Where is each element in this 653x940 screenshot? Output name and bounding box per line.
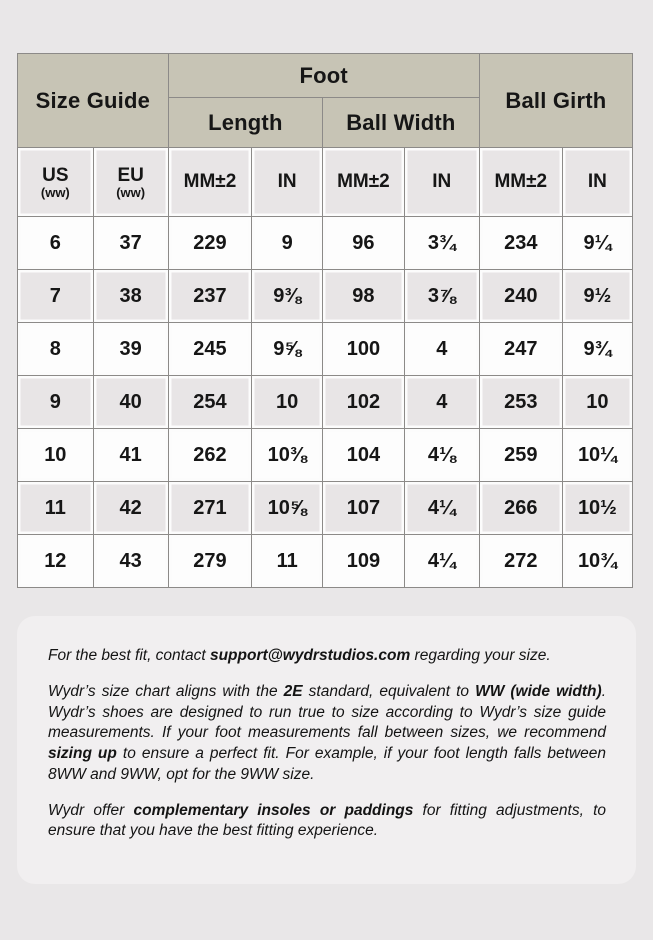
cell-eu-size: 42 (93, 482, 168, 535)
table-row (18, 482, 633, 535)
cell-ball-width-in: 3¾ (404, 217, 479, 270)
cell-ball-girth-in: 10 (562, 376, 632, 429)
table-row (18, 270, 633, 323)
cell-ball-girth-mm: 266 (479, 482, 562, 535)
column-header-eu-size: EU (ww) (93, 148, 168, 217)
column-header-sub-eu-size: (ww) (116, 184, 146, 200)
cell-ball-girth-in: 9¾ (562, 323, 632, 376)
cell-foot-length-in: 9 (252, 217, 323, 270)
cell-eu-size: 38 (93, 270, 168, 323)
cell-foot-length-in: 9⅜ (252, 270, 323, 323)
cell-us-size: 8 (18, 323, 94, 376)
cell-ball-width-mm: 107 (323, 482, 405, 535)
cell-us-size: 11 (18, 482, 94, 535)
header-ball-width: Ball Width (323, 98, 480, 148)
support-email: support@wydrstudios.com (209, 647, 411, 664)
cell-ball-girth-in: 9½ (562, 270, 632, 323)
cell-eu-size: 40 (93, 376, 168, 429)
cell-ball-width-mm: 104 (323, 429, 405, 482)
cell-eu-size: 37 (93, 217, 168, 270)
column-header-row (18, 148, 633, 217)
note-text: for fitting adjustments, to ensure that you have the best fitting experience. (48, 801, 606, 840)
table-row (18, 376, 633, 429)
note-text: Wydr’s size chart aligns with the (48, 682, 284, 700)
cell-foot-length-mm: 254 (168, 376, 252, 429)
table-row (18, 323, 633, 376)
header-size-guide: Size Guide (18, 54, 169, 148)
note-paragraph (48, 646, 606, 667)
cell-us-size: 9 (18, 376, 94, 429)
note-emphasis: 2E (283, 682, 303, 700)
cell-ball-width-in: 4⅛ (404, 429, 479, 482)
cell-foot-length-mm: 262 (168, 429, 252, 482)
cell-foot-length-in: 9⅝ (252, 323, 323, 376)
cell-foot-length-mm: 229 (168, 217, 252, 270)
cell-ball-girth-mm: 234 (479, 217, 562, 270)
cell-eu-size: 43 (93, 535, 168, 588)
table-row (18, 217, 633, 270)
cell-ball-width-in: 4¼ (404, 482, 479, 535)
cell-eu-size: 41 (93, 429, 168, 482)
cell-ball-width-mm: 100 (323, 323, 405, 376)
cell-foot-length-in: 11 (252, 535, 323, 588)
cell-ball-girth-in: 10¾ (562, 535, 632, 588)
cell-eu-size: 39 (93, 323, 168, 376)
cell-ball-width-in: 4¼ (404, 535, 479, 588)
header-ball-girth: Ball Girth (479, 54, 632, 148)
cell-us-size: 7 (18, 270, 94, 323)
cell-ball-girth-mm: 253 (479, 376, 562, 429)
note-paragraph (48, 682, 606, 786)
cell-foot-length-in: 10⅝ (252, 482, 323, 535)
column-header-sub-us-size: (ww) (40, 184, 70, 200)
cell-foot-length-mm: 279 (168, 535, 252, 588)
size-guide-table (17, 53, 633, 588)
column-header-us-size: US (ww) (18, 148, 94, 217)
cell-ball-width-in: 4 (404, 323, 479, 376)
note-paragraph (48, 801, 606, 843)
note-text: regarding your size. (410, 647, 551, 664)
note-emphasis: sizing up (48, 745, 117, 763)
cell-us-size: 6 (18, 217, 94, 270)
column-header-foot-length-in: IN (252, 148, 323, 217)
cell-ball-girth-in: 9¼ (562, 217, 632, 270)
cell-ball-girth-mm: 247 (479, 323, 562, 376)
note-emphasis: complementary insoles or paddings (133, 801, 414, 819)
note-text: to ensure a perfect fit. For example, if your foot length falls between 8WW and 9WW, opt for the 9WW size. (48, 745, 606, 783)
cell-foot-length-in: 10⅜ (252, 429, 323, 482)
note-emphasis: WW (wide width) (475, 682, 602, 700)
cell-ball-girth-mm: 272 (479, 535, 562, 588)
column-header-ball-girth-mm: MM±2 (479, 148, 562, 217)
cell-foot-length-mm: 237 (168, 270, 252, 323)
cell-ball-width-mm: 96 (323, 217, 405, 270)
table-row (18, 429, 633, 482)
cell-ball-width-mm: 98 (323, 270, 405, 323)
size-table-body (18, 217, 633, 588)
column-header-ball-width-in: IN (404, 148, 479, 217)
cell-ball-girth-mm: 259 (479, 429, 562, 482)
cell-ball-girth-in: 10½ (562, 482, 632, 535)
cell-foot-length-mm: 271 (168, 482, 252, 535)
column-header-ball-girth-in: IN (562, 148, 632, 217)
cell-foot-length-in: 10 (252, 376, 323, 429)
column-header-foot-length-mm: MM±2 (168, 148, 252, 217)
note-text: Wydr offer (48, 801, 134, 819)
note-text: standard, equivalent to (302, 682, 476, 700)
cell-ball-girth-in: 10¼ (562, 429, 632, 482)
table-row (18, 535, 633, 588)
cell-ball-width-in: 3⅞ (404, 270, 479, 323)
header-foot-length: Length (168, 98, 322, 148)
header-foot: Foot (168, 54, 479, 98)
cell-foot-length-mm: 245 (168, 323, 252, 376)
cell-ball-width-in: 4 (404, 376, 479, 429)
cell-ball-width-mm: 102 (323, 376, 405, 429)
note-text: For the best fit, contact (48, 647, 210, 664)
note-text: . Wydr’s shoes are designed to run true to size according to Wydr’s size guide measurements. If your foot measurements fall between sizes, we recommend (48, 682, 607, 742)
fit-notes-card (17, 616, 636, 884)
cell-us-size: 12 (18, 535, 94, 588)
cell-ball-width-mm: 109 (323, 535, 405, 588)
cell-ball-girth-mm: 240 (479, 270, 562, 323)
column-header-ball-width-mm: MM±2 (323, 148, 405, 217)
cell-us-size: 10 (18, 429, 94, 482)
